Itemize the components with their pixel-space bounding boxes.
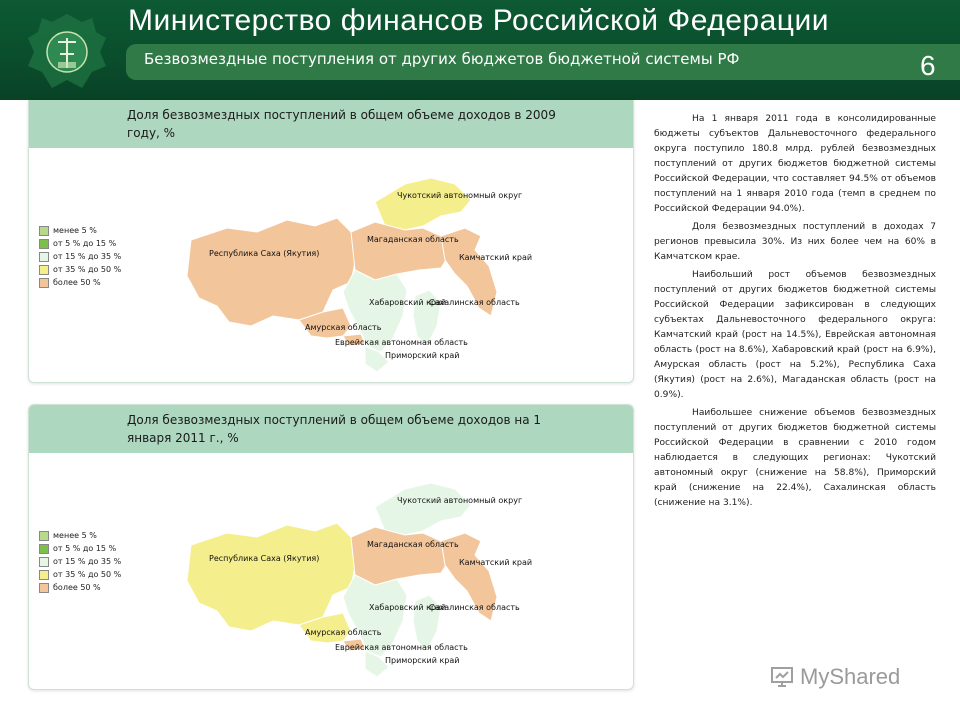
region-label-amur: Амурская область [305,628,382,637]
region-label-khabarovsk: Хабаровский край [369,298,447,307]
panel-title: Доля безвозмездных поступлений в общем объеме доходов на 1 января 2011 г., % [127,413,542,445]
legend-swatch [39,557,49,567]
region-label-sakhalin: Сахалинская область [429,603,520,612]
region-label-magadan: Магаданская область [367,235,459,244]
paragraph: На 1 января 2011 года в консолидированные бюджеты субъектов Дальневосточного федерального округа поступило 180.8 млрд. рублей безвозмездных поступлений от других бюджетов бюджетной системы Российской Федерации, что составляет 94.5% от объемов поступлений на 1 января 2010 года (темп в среднем по Российской Федерации 94.0%). [654,114,936,214]
region-label-yakutia: Республика Саха (Якутия) [209,554,320,563]
legend-swatch [39,239,49,249]
legend-swatch [39,570,49,580]
commentary-text [654,112,936,514]
legend-item [39,568,121,581]
legend-swatch [39,583,49,593]
legend-item [39,263,121,276]
watermark-text: MyShared [800,664,901,689]
region-label-kamchatka: Камчатский край [459,558,533,567]
legend-swatch [39,544,49,554]
page-number: 6 [920,50,936,81]
region-chukotka [375,178,471,230]
region-label-jewish: Еврейская автономная область [335,643,468,652]
region-label-primorsky: Приморский край [385,351,460,360]
region-label-jewish: Еврейская автономная область [335,338,468,347]
header-banner [0,0,960,100]
region-magadan [351,527,451,585]
paragraph: Доля безвозмездных поступлений в доходах 7 регионов превысила 30%. Из них более чем на 60% в Камчатском крае. [654,222,936,262]
region-label-chukotka: Чукотский автономный округ [397,191,523,200]
map-legend [39,529,121,594]
region-label-khabarovsk: Хабаровский край [369,603,447,612]
map-legend [39,224,121,289]
legend-item [39,542,121,555]
region-label-primorsky: Приморский край [385,656,460,665]
region-label-magadan: Магаданская область [367,540,459,549]
legend-swatch [39,531,49,541]
legend-label: более 50 % [53,583,101,592]
legend-label: от 15 % до 35 % [53,252,122,261]
region-chukotka [375,483,471,535]
legend-item [39,555,121,568]
legend-item [39,237,121,250]
slide-subtitle: Безвозмездные поступления от других бюджетов бюджетной системы РФ [144,50,740,68]
presentation-icon [770,666,794,688]
legend-item [39,529,121,542]
legend-label: от 35 % до 50 % [53,265,122,274]
region-label-chukotka: Чукотский автономный округ [397,496,523,505]
legend-label: более 50 % [53,278,101,287]
legend-swatch [39,278,49,288]
subtitle-bar [126,44,960,80]
region-label-yakutia: Республика Саха (Якутия) [209,249,320,258]
coat-of-arms-icon [22,8,112,96]
ministry-title: Министерство финансов Российской Федерации [128,4,829,37]
paragraph: Наибольший рост объемов безвозмездных поступлений от других бюджетов бюджетной системы Российской Федерации зафиксирован в следующих субъектах Дальневосточного федерального округа: Камчатский край (рост на 14.5%), Еврейская автономная область (рост на 8.6%), Хабаровский край (рост на 6.9%), Амурская область (рост на 5.2%), Республика Саха (Якутия) (рост на 2.6%), Магаданская область (рост на 0.9%). [654,270,936,400]
paragraph: Наибольшее снижение объемов безвозмездных поступлений от других бюджетов бюджетной системы Российской Федерации в сравнении с 2010 годом наблюдается в следующих регионах: Чукотский автономный округ (снижение на 58.8%), Приморский край (снижение на 22.4%), Сахалинская область (снижение на 3.1%). [654,408,936,508]
region-magadan [351,222,451,280]
legend-item [39,250,121,263]
map-panel-2011 [28,404,634,690]
region-label-kamchatka: Камчатский край [459,253,533,262]
region-label-amur: Амурская область [305,323,382,332]
region-map-2011 [179,445,579,680]
legend-swatch [39,226,49,236]
legend-swatch [39,252,49,262]
legend-label: менее 5 % [53,226,97,235]
watermark [770,662,950,692]
legend-label: от 35 % до 50 % [53,570,122,579]
legend-label: от 15 % до 35 % [53,557,122,566]
legend-label: менее 5 % [53,531,97,540]
region-map-2009 [179,140,579,375]
legend-label: от 5 % до 15 % [53,239,117,248]
region-label-sakhalin: Сахалинская область [429,298,520,307]
legend-item [39,581,121,594]
legend-swatch [39,265,49,275]
legend-item [39,224,121,237]
panel-title: Доля безвозмездных поступлений в общем объеме доходов в 2009 году, % [127,108,556,140]
legend-item [39,276,121,289]
map-panel-2009 [28,100,634,383]
legend-label: от 5 % до 15 % [53,544,117,553]
